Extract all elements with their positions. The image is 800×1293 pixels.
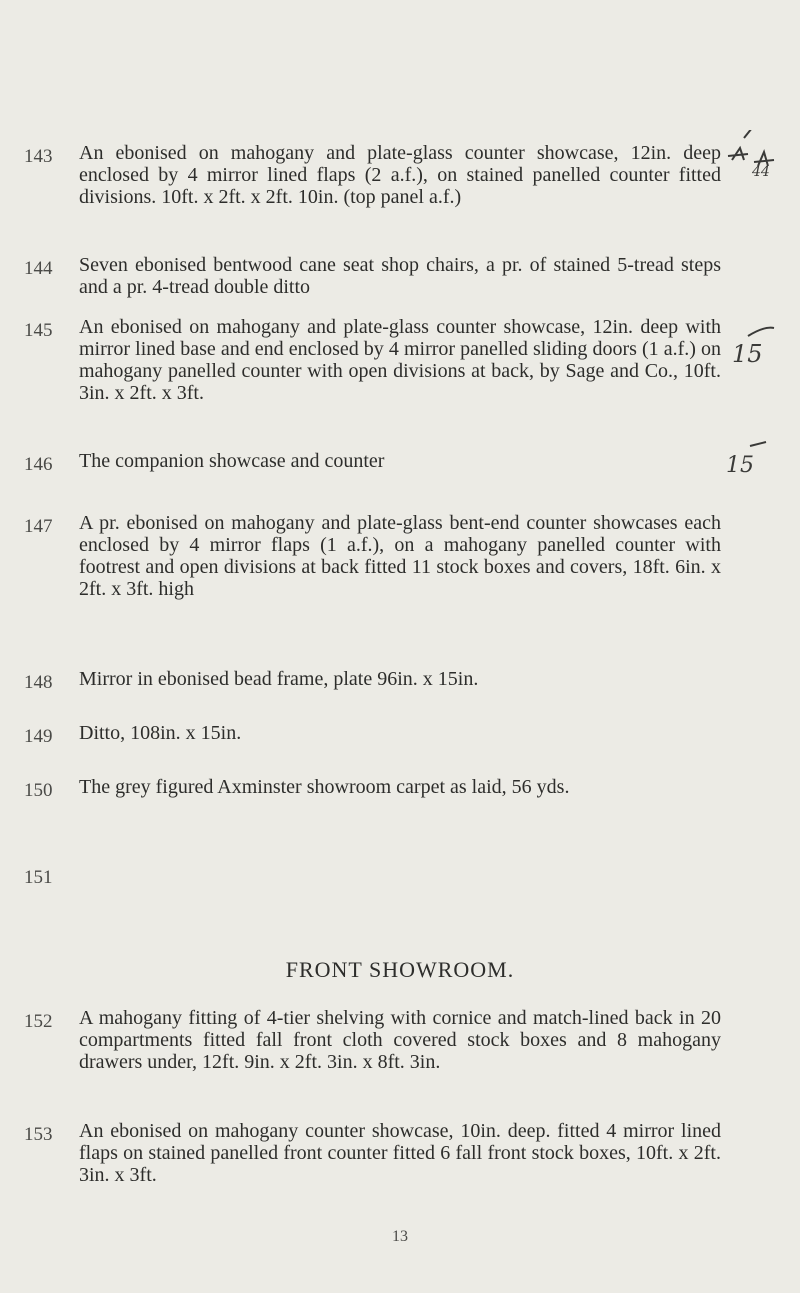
lot-description: An ebonised on mahogany and plate-glass counter showcase, 12in. deep with mirror lined base and end enclosed by 4 mirror panelled sliding doors (1 a.f.) on mahogany panelled counter with open divisions at back, by Sage and Co., 10ft. 3in. x 2ft. x 3ft. — [79, 316, 721, 404]
lot-number: 147 — [24, 516, 53, 537]
lot-description: Seven ebonised bentwood cane seat shop chairs, a pr. of stained 5-tread steps and a pr. 4-tread double ditto — [79, 254, 721, 298]
lot-number: 144 — [24, 258, 53, 279]
handwritten-mark-146 — [720, 440, 786, 480]
lot-description: An ebonised on mahogany counter showcase, 10in. deep. fitted 4 mirror lined flaps on stained panelled front counter fitted 6 fall front stock boxes, 10ft. x 2ft. 3in. x 3ft. — [79, 1120, 721, 1186]
lot-number: 145 — [24, 320, 53, 341]
lot-number: 148 — [24, 672, 53, 693]
lot-description: A pr. ebonised on mahogany and plate-glass bent-end counter showcases each enclosed by 4 mirror flaps (1 a.f.), on a mahogany panelled counter with footrest and open divisions at back fitted 11 stock boxes and covers, 18ft. 6in. x 2ft. x 3ft. high — [79, 512, 721, 600]
lot-number: 153 — [24, 1124, 53, 1145]
lot-description: A mahogany fitting of 4-tier shelving with cornice and match-lined back in 20 compartments fitted fall front cloth covered stock boxes and 8 mahogany drawers under, 12ft. 9in. x 2ft. 3in. x 8ft. 3in. — [79, 1007, 721, 1073]
handwritten-mark-145 — [724, 322, 788, 378]
svg-text:15: 15 — [732, 340, 763, 368]
lot-description: The companion showcase and counter — [79, 450, 385, 472]
lot-description: Ditto, 108in. x 15in. — [79, 722, 242, 744]
handwritten-mark-143 — [722, 130, 792, 190]
lot-description: Mirror in ebonised bead frame, plate 96in. x 15in. — [79, 668, 479, 690]
section-heading: FRONT SHOWROOM. — [285, 957, 515, 982]
lot-number: 149 — [24, 726, 53, 747]
lot-number: 151 — [24, 867, 53, 888]
lot-number: 152 — [24, 1011, 53, 1032]
lot-number: 143 — [24, 146, 53, 167]
lot-description: The grey figured Axminster showroom carpet as laid, 56 yds. — [79, 776, 570, 798]
lot-description: An ebonised on mahogany and plate-glass counter showcase, 12in. deep enclosed by 4 mirror lined flaps (2 a.f.), on stained panelled counter fitted divisions. 10ft. x 2ft. x 2ft. 10in. (top panel a.f.) — [79, 142, 721, 208]
page-number: 13 — [392, 1228, 408, 1245]
lot-number: 150 — [24, 780, 53, 801]
lot-number: 146 — [24, 454, 53, 475]
svg-text:44: 44 — [752, 164, 770, 180]
svg-text:15: 15 — [726, 453, 754, 478]
